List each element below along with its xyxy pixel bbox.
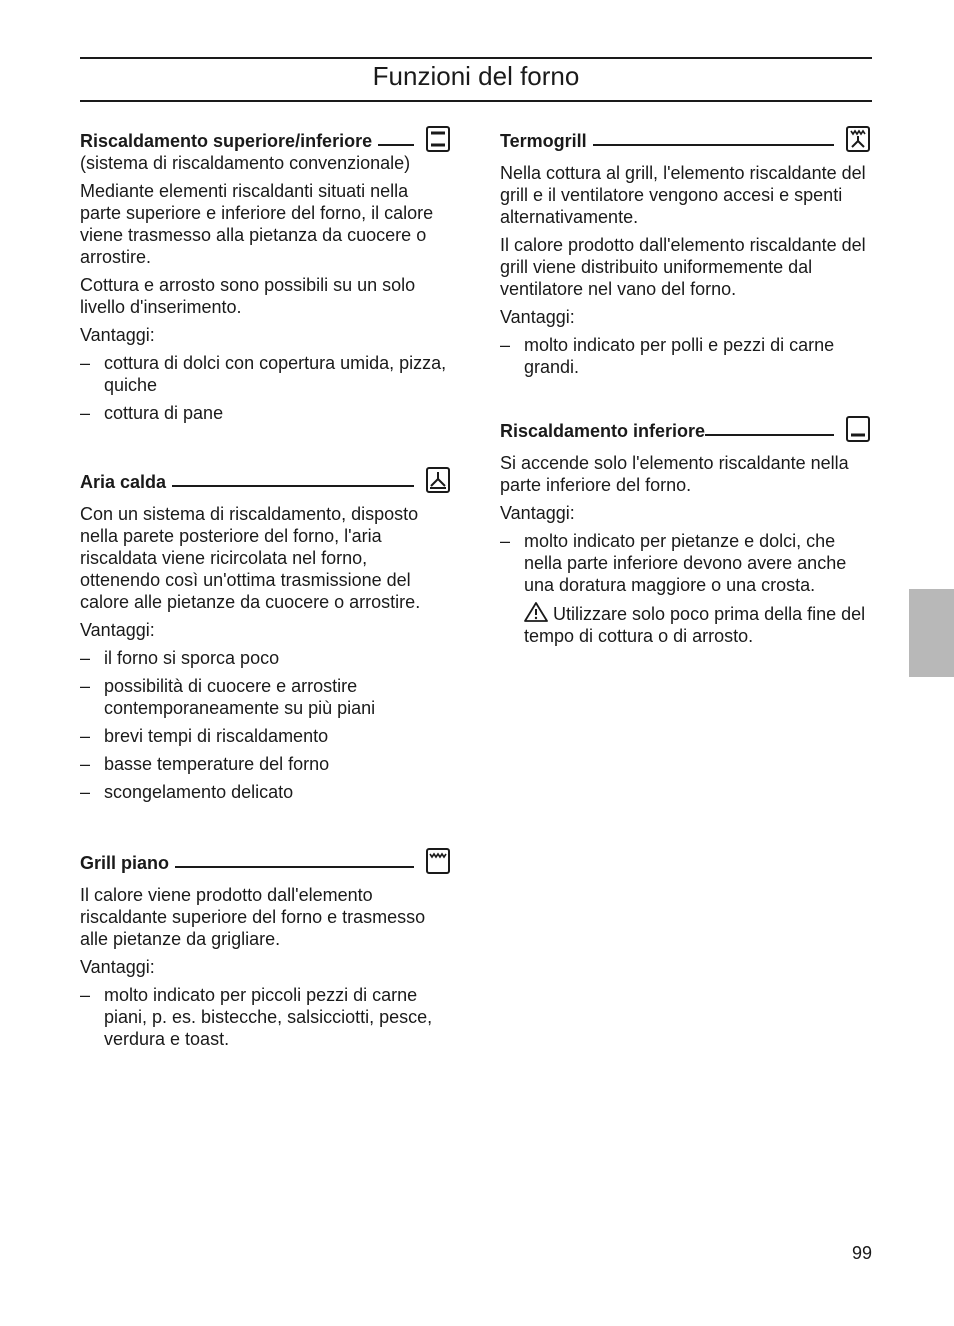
advantages-label: Vantaggi: — [80, 620, 155, 640]
list-item: – il forno si sporca poco — [80, 647, 450, 669]
bottom-heat-icon — [846, 416, 870, 442]
section-heading — [500, 414, 870, 442]
section-thermo-grill — [500, 124, 870, 384]
list-item: – brevi tempi di riscaldamento — [80, 725, 450, 747]
section-heading-label: Aria calda — [80, 472, 167, 492]
section-heading-label: Riscaldamento superiore/inferiore — [80, 131, 373, 151]
advantages-list — [80, 352, 450, 424]
advantages-list — [80, 647, 450, 803]
list-item: – scongelamento delicato — [80, 781, 450, 803]
section-heading — [500, 124, 870, 152]
section-heading — [80, 124, 450, 152]
thermo-grill-icon — [846, 126, 870, 152]
page-number: 99 — [851, 1243, 872, 1263]
list-item: – basse temperature del forno — [80, 753, 450, 775]
warning-text: Utilizzare solo poco prima della fine del tempo di cottura o di arrosto. — [524, 604, 866, 646]
advantages-list — [80, 984, 450, 1050]
list-item: – molto indicato per polli e pezzi di carne grandi. — [500, 334, 870, 378]
section-top-bottom-heat — [80, 124, 450, 430]
title-underline — [80, 100, 872, 102]
top-rule — [80, 57, 872, 59]
advantages-list — [500, 530, 870, 596]
warning-note — [500, 602, 870, 647]
paragraph: Con un sistema di riscaldamento, disposto nella parete posteriore del forno, l'aria riscaldata viene ricircolata nel forno, ottenendo così un'ottima trasmissione del calore alle pietanze da cuocere o arrostire. — [80, 504, 421, 612]
advantages-list — [500, 334, 870, 378]
paragraph: Mediante elementi riscaldanti situati nella parte superiore e inferiore del forno, il calore viene trasmesso alla pietanza da cuocere o arrostire. — [80, 181, 434, 267]
list-item: – molto indicato per piccoli pezzi di carne piani, p. es. bistecche, salsicciotti, pesce, verdura e toast. — [80, 984, 450, 1050]
advantages-label: Vantaggi: — [80, 957, 155, 977]
side-thumb-tab — [909, 589, 954, 677]
section-heading — [80, 465, 450, 493]
warning-triangle-icon — [524, 602, 548, 622]
heading-rule — [175, 866, 414, 868]
heading-rule — [593, 144, 834, 146]
page-title: Funzioni del forno — [372, 61, 580, 91]
list-item: – cottura di dolci con copertura umida, pizza, quiche — [80, 352, 450, 396]
heading-rule — [378, 144, 414, 146]
section-fan-heat — [80, 465, 450, 809]
section-heading — [80, 846, 450, 874]
list-item: – molto indicato per pietanze e dolci, che nella parte inferiore devono avere anche una doratura maggiore o una crosta. — [500, 530, 870, 596]
advantages-label: Vantaggi: — [500, 503, 575, 523]
section-flat-grill — [80, 846, 450, 1056]
section-bottom-heat — [500, 414, 870, 647]
flat-grill-icon — [426, 848, 450, 874]
advantages-label: Vantaggi: — [80, 325, 155, 345]
section-heading-label: Riscaldamento inferiore — [500, 421, 706, 441]
section-subheading: (sistema di riscaldamento convenzionale) — [80, 153, 411, 173]
section-heading-label: Termogrill — [500, 131, 587, 151]
top-bottom-heat-icon — [426, 126, 450, 152]
heading-rule — [705, 434, 834, 436]
heading-rule — [172, 485, 414, 487]
paragraph: Nella cottura al grill, l'elemento riscaldante del grill e il ventilatore vengono accesi e spenti alternativamente. — [500, 163, 866, 227]
paragraph: Si accende solo l'elemento riscaldante nella parte inferiore del forno. — [500, 453, 849, 495]
list-item: – possibilità di cuocere e arrostire contemporaneamente su più piani — [80, 675, 450, 719]
paragraph: Il calore prodotto dall'elemento riscaldante del grill viene distribuito uniformemente dal ventilatore nel vano del forno. — [500, 235, 866, 299]
fan-heat-icon — [426, 467, 450, 493]
advantages-label: Vantaggi: — [500, 307, 575, 327]
paragraph: Cottura e arrosto sono possibili su un solo livello d'inserimento. — [80, 275, 416, 317]
list-item: – cottura di pane — [80, 402, 450, 424]
section-heading-label: Grill piano — [80, 853, 170, 873]
paragraph: Il calore viene prodotto dall'elemento riscaldante superiore del forno e trasmesso alle pietanze da grigliare. — [80, 885, 426, 949]
